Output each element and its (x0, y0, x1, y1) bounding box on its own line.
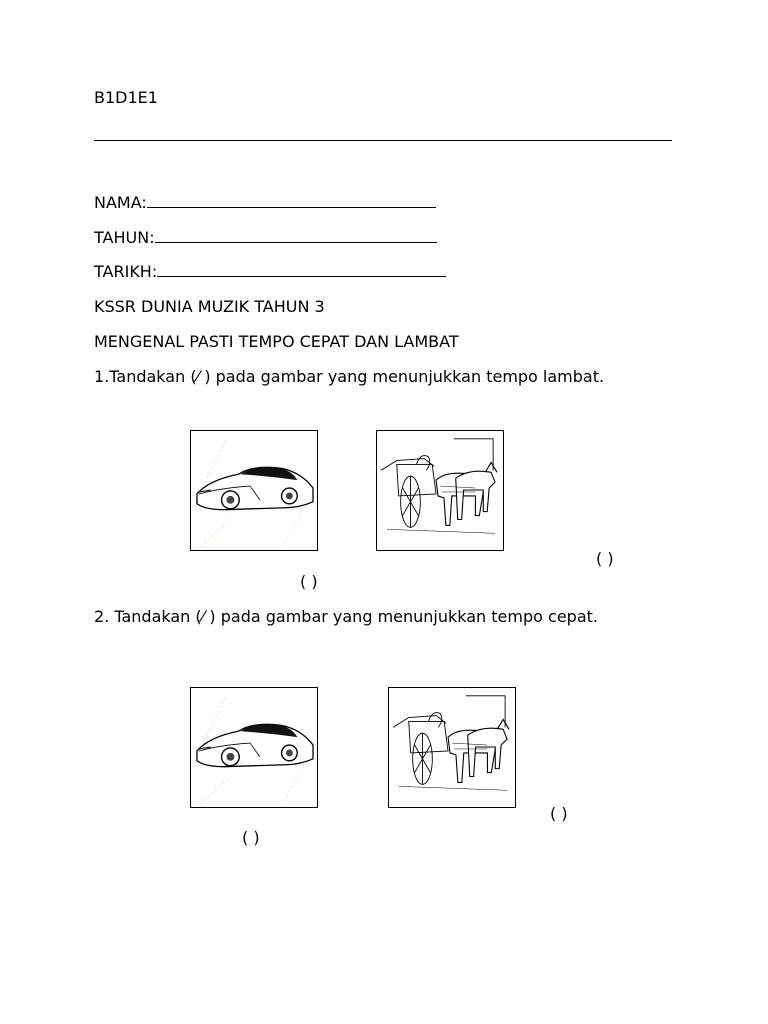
topic-heading: MENGENAL PASTI TEMPO CEPAT DAN LAMBAT (94, 332, 459, 351)
q2-car-image (190, 687, 318, 808)
subject-heading: KSSR DUNIA MUZIK TAHUN 3 (94, 297, 325, 316)
ox-cart-icon (377, 431, 503, 550)
year-label: TAHUN: (94, 228, 155, 247)
ox-cart-icon (389, 688, 515, 807)
q1-answer-left[interactable]: ( ) (300, 572, 318, 591)
q1-ox-cart-image (376, 430, 504, 551)
date-field[interactable] (94, 262, 446, 281)
date-blank[interactable] (157, 262, 446, 277)
q2-ox-cart-image (388, 687, 516, 808)
name-field[interactable] (94, 193, 436, 212)
q2-answer-right[interactable]: ( ) (550, 804, 568, 823)
q1-car-image (190, 430, 318, 551)
name-blank[interactable] (147, 193, 436, 208)
name-label: NAMA: (94, 193, 147, 212)
q2-answer-left[interactable]: ( ) (242, 828, 260, 847)
car-icon (191, 688, 317, 807)
date-label: TARIKH: (94, 262, 158, 281)
year-blank[interactable] (155, 228, 437, 243)
question-2-text: 2. Tandakan (⁄ ) pada gambar yang menunjukkan tempo cepat. (94, 607, 598, 626)
q1-answer-right[interactable]: ( ) (596, 549, 614, 568)
header-divider (94, 140, 672, 141)
car-icon (191, 431, 317, 550)
document-code: B1D1E1 (94, 88, 158, 107)
question-1-text: 1.Tandakan (⁄ ) pada gambar yang menunjukkan tempo lambat. (94, 367, 605, 386)
year-field[interactable] (94, 228, 437, 247)
